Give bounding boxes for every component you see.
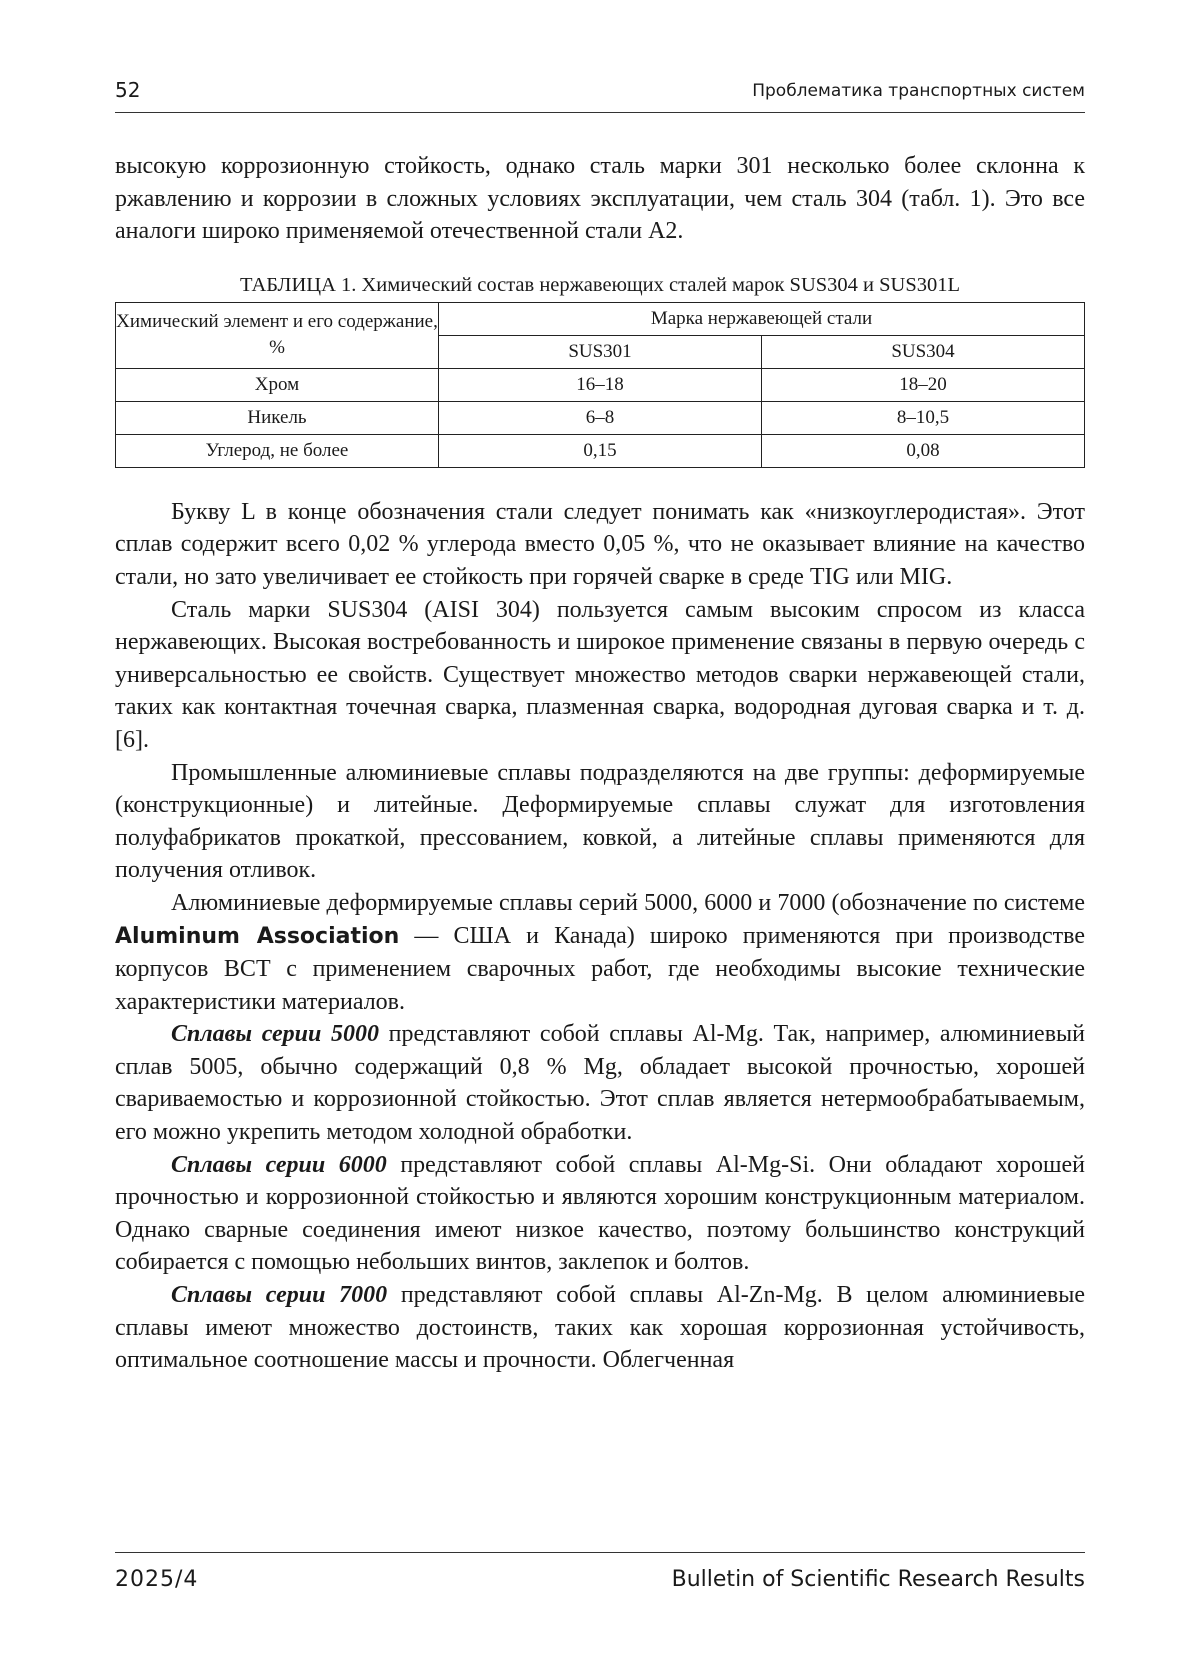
paragraph [115, 1149, 1085, 1279]
table-cell-element: Никель [116, 401, 439, 434]
journal-section-title: Проблематика транспортных систем [752, 81, 1085, 101]
paragraph: Букву L в конце обозначения стали следует понимать как «низкоуглеродистая». Этот сплав содержит всего 0,02 % углерода вместо 0,05 %, что не оказывает влияние на качество стали, но зато увеличивает ее стойкость при горячей сварке в среде TIG или MIG. [115, 498, 1085, 590]
run-in-heading: Сплавы серии 7000 [171, 1282, 388, 1309]
chemical-composition-table [115, 302, 1085, 468]
table-header-grade-group: Марка нержавеющей стали [439, 302, 1085, 335]
table-header-sus304: SUS304 [762, 335, 1085, 368]
table-cell-sus301: 16–18 [439, 368, 762, 401]
table-cell-sus304: 0,08 [762, 434, 1085, 467]
paragraph-continued: высокую коррозионную стойкость, однако сталь марки 301 несколько более склонна к ржавлению и коррозии в сложных условиях эксплуатации, чем сталь 304 (табл. 1). Это все аналоги широко применяемой отечественной стали А2. [115, 153, 1085, 245]
article-body [115, 150, 1085, 1377]
run-in-heading: Сплавы серии 5000 [171, 1021, 380, 1048]
table-cell-sus304: 18–20 [762, 368, 1085, 401]
table-cell-sus301: 6–8 [439, 401, 762, 434]
running-footer [115, 1552, 1085, 1592]
run-in-heading: Сплавы серии 6000 [171, 1151, 387, 1178]
paragraph: Промышленные алюминиевые сплавы подразделяются на две группы: деформируемые (конструкционные) и литейные. Деформируемые сплавы служат для изготовления полуфабрикатов прокаткой, прессованием, ковкой, а литейные сплавы применяются для получения отливок. [115, 759, 1085, 884]
table-cell-element: Хром [116, 368, 439, 401]
text-run: представляют собой сплавы Al-Mg. Так, например, алюминиевый сплав 5005, обычно содержащий 0,8 % Mg, обладает высокой прочностью, хорошей свариваемостью и коррозионной стойкостью. Этот сплав является нетермообрабатываемым, его можно укрепить методом холодной обработки. [115, 1021, 1086, 1146]
paragraph [115, 1279, 1085, 1377]
bold-term: Aluminum Association [115, 923, 400, 949]
table-row [116, 368, 1085, 401]
table-header-sus301: SUS301 [439, 335, 762, 368]
table-caption: ТАБЛИЦА 1. Химический состав нержавеющих сталей марок SUS304 и SUS301L [239, 273, 960, 296]
text-run: представляют собой сплавы Al-Mg-Si. Они обладают хорошей прочностью и коррозионной стойкостью и являются хорошим конструкционным материалом. Однако сварные соединения имеют низкое качество, поэтому большинство конструкций собирается с помощью небольших винтов, заклепок и болтов. [115, 1151, 1086, 1276]
running-header [115, 78, 1085, 113]
text-run: Алюминиевые деформируемые сплавы серий 5000, 6000 и 7000 (обозначение по системе [171, 889, 1085, 916]
table-cell-sus301: 0,15 [439, 434, 762, 467]
paragraph [115, 1018, 1085, 1148]
journal-name: Bulletin of Scientific Research Results [671, 1567, 1085, 1592]
table-cell-element: Углерод, не более [116, 434, 439, 467]
table-header-element: Химический элемент и его содержание, % [116, 302, 439, 368]
paragraph: Сталь марки SUS304 (AISI 304) пользуется самым высоким спросом из класса нержавеющих. Высокая востребованность и широкое применение связаны в первую очередь с универсальностью ее свойств. Существует множество методов сварки нержавеющей стали, таких как контактная точечная сварка, плазменная сварка, водородная дуговая сварка и т. д. [6]. [115, 596, 1085, 753]
table-cell-sus304: 8–10,5 [762, 401, 1085, 434]
table-row [116, 434, 1085, 467]
paragraph [115, 887, 1085, 1018]
table-row [116, 401, 1085, 434]
text-run: — США и Канада) широко применяются при производстве корпусов ВСТ с применением сварочных работ, где необходимы высокие технические характеристики материалов. [115, 922, 1085, 1015]
page-number: 52 [115, 78, 141, 102]
text-run: представляют собой сплавы Al-Zn-Mg. В целом алюминиевые сплавы имеют множество достоинств, таких как хорошая коррозионная устойчивость, оптимальное соотношение массы и прочности. Облегченная [115, 1282, 1086, 1374]
issue-number: 2025/4 [115, 1567, 199, 1592]
